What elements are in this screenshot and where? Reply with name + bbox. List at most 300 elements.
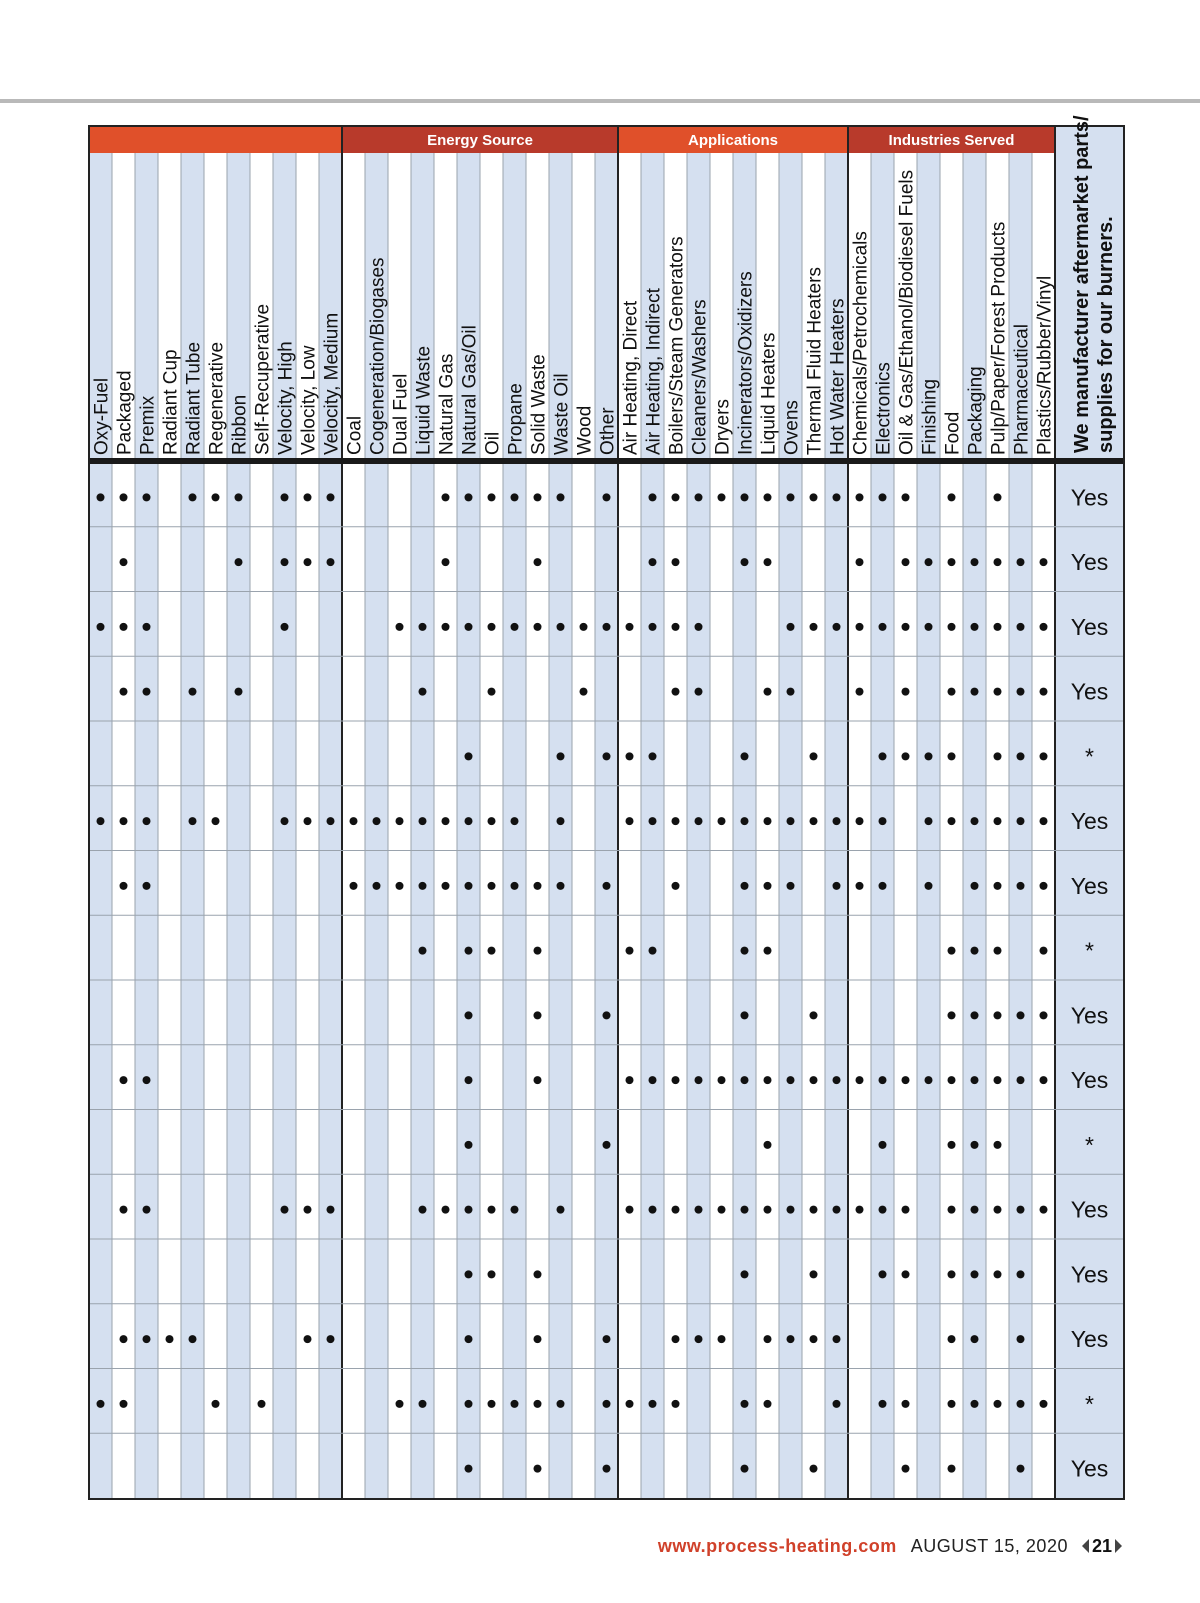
- column-label: Boilers/Steam Generators: [666, 236, 688, 455]
- dot-marker: [994, 1400, 1002, 1408]
- dot-marker: [235, 688, 243, 696]
- dot-marker: [235, 558, 243, 566]
- dot-marker: [764, 1206, 772, 1214]
- dot-marker: [948, 558, 956, 566]
- column-label: Liquid Waste: [413, 345, 435, 455]
- dot-marker: [856, 688, 864, 696]
- dot-marker: [511, 623, 519, 631]
- dot-marker: [97, 623, 105, 631]
- dot-marker: [902, 1076, 910, 1084]
- dot-marker: [557, 493, 565, 501]
- dot-marker: [649, 1400, 657, 1408]
- dot-marker: [810, 817, 818, 825]
- dot-marker: [465, 1076, 473, 1084]
- dot-marker: [304, 817, 312, 825]
- dot-marker: [879, 1141, 887, 1149]
- dot-marker: [672, 1206, 680, 1214]
- dot-marker: [902, 752, 910, 760]
- dot-marker: [419, 688, 427, 696]
- dot-marker: [189, 493, 197, 501]
- dot-marker: [327, 1335, 335, 1343]
- dot-marker: [672, 558, 680, 566]
- dot-marker: [879, 1270, 887, 1278]
- dot-marker: [419, 947, 427, 955]
- dot-marker: [258, 1400, 266, 1408]
- dot-marker: [741, 1076, 749, 1084]
- dot-marker: [235, 493, 243, 501]
- dot-marker: [442, 558, 450, 566]
- column-stripe: [503, 153, 526, 1499]
- dot-marker: [971, 1141, 979, 1149]
- dot-marker: [557, 882, 565, 890]
- dot-marker: [488, 493, 496, 501]
- dot-marker: [833, 493, 841, 501]
- dot-marker: [695, 1076, 703, 1084]
- dot-marker: [373, 817, 381, 825]
- dot-marker: [971, 1011, 979, 1019]
- column-label: Oxy-Fuel: [91, 377, 113, 455]
- dot-marker: [810, 1206, 818, 1214]
- column-label: Regenerative: [206, 341, 228, 455]
- dot-marker: [396, 882, 404, 890]
- dot-marker: [327, 817, 335, 825]
- dot-marker: [419, 882, 427, 890]
- aftermarket-value: *: [1085, 937, 1094, 964]
- column-label: Chemicals/Petrochemicals: [850, 231, 872, 455]
- dot-marker: [1040, 1400, 1048, 1408]
- dot-marker: [327, 558, 335, 566]
- column-label: Thermal Fluid Heaters: [804, 267, 826, 455]
- dot-marker: [649, 752, 657, 760]
- dot-marker: [764, 493, 772, 501]
- dot-marker: [1040, 1206, 1048, 1214]
- column-stripe: [227, 153, 250, 1499]
- dot-marker: [810, 1335, 818, 1343]
- dot-marker: [833, 817, 841, 825]
- aftermarket-value: Yes: [1070, 872, 1109, 899]
- dot-marker: [143, 1206, 151, 1214]
- dot-marker: [994, 1076, 1002, 1084]
- dot-marker: [419, 1400, 427, 1408]
- dot-marker: [902, 558, 910, 566]
- column-label: Natural Gas/Oil: [459, 325, 481, 455]
- dot-marker: [281, 558, 289, 566]
- dot-marker: [741, 882, 749, 890]
- dot-marker: [120, 882, 128, 890]
- dot-marker: [649, 817, 657, 825]
- column-stripe: [779, 153, 802, 1499]
- dot-marker: [902, 1400, 910, 1408]
- dot-marker: [603, 1335, 611, 1343]
- dot-marker: [971, 817, 979, 825]
- dot-marker: [856, 558, 864, 566]
- dot-marker: [143, 882, 151, 890]
- aftermarket-value: Yes: [1070, 613, 1109, 640]
- dot-marker: [626, 817, 634, 825]
- dot-marker: [534, 1465, 542, 1473]
- dot-marker: [994, 1011, 1002, 1019]
- dot-marker: [971, 558, 979, 566]
- aftermarket-value: Yes: [1070, 808, 1109, 835]
- dot-marker: [511, 493, 519, 501]
- dot-marker: [695, 623, 703, 631]
- dot-marker: [902, 688, 910, 696]
- dot-marker: [465, 1206, 473, 1214]
- dot-marker: [557, 752, 565, 760]
- dot-marker: [764, 947, 772, 955]
- dot-marker: [787, 817, 795, 825]
- dot-marker: [764, 1141, 772, 1149]
- dot-marker: [971, 1335, 979, 1343]
- dot-marker: [626, 1206, 634, 1214]
- dot-marker: [695, 817, 703, 825]
- dot-marker: [488, 882, 496, 890]
- dot-marker: [833, 882, 841, 890]
- dot-marker: [994, 493, 1002, 501]
- dot-marker: [833, 1400, 841, 1408]
- dot-marker: [948, 752, 956, 760]
- column-label: Velocity, Low: [298, 345, 320, 455]
- dot-marker: [626, 623, 634, 631]
- dot-marker: [465, 1270, 473, 1278]
- dot-marker: [1017, 1465, 1025, 1473]
- page-footer: [658, 1532, 1122, 1560]
- dot-marker: [948, 1076, 956, 1084]
- dot-marker: [1040, 1076, 1048, 1084]
- column-label: Dryers: [712, 399, 734, 455]
- dot-marker: [465, 1465, 473, 1473]
- dot-marker: [971, 688, 979, 696]
- dot-marker: [120, 1400, 128, 1408]
- column-label: Solid Waste: [528, 354, 550, 455]
- left-arrow-icon: [1082, 1539, 1089, 1553]
- dot-marker: [994, 817, 1002, 825]
- column-stripe: [917, 153, 940, 1499]
- aftermarket-value: Yes: [1070, 1326, 1109, 1353]
- dot-marker: [971, 882, 979, 890]
- aftermarket-value: *: [1085, 1131, 1094, 1158]
- dot-marker: [557, 1206, 565, 1214]
- column-stripe: [135, 153, 158, 1499]
- column-label: Plastics/Rubber/Vinyl: [1034, 275, 1056, 455]
- dot-marker: [695, 1206, 703, 1214]
- dot-marker: [327, 1206, 335, 1214]
- dot-marker: [879, 623, 887, 631]
- dot-marker: [718, 493, 726, 501]
- dot-marker: [925, 882, 933, 890]
- dot-marker: [856, 493, 864, 501]
- column-label: Velocity, High: [275, 341, 297, 455]
- dot-marker: [902, 1270, 910, 1278]
- dot-marker: [971, 1076, 979, 1084]
- dot-marker: [511, 817, 519, 825]
- dot-marker: [764, 1400, 772, 1408]
- dot-marker: [603, 1141, 611, 1149]
- dot-marker: [143, 817, 151, 825]
- header-rule: [89, 458, 1124, 464]
- dot-marker: [764, 1076, 772, 1084]
- dot-marker: [948, 1335, 956, 1343]
- dot-marker: [948, 1141, 956, 1149]
- dot-marker: [396, 817, 404, 825]
- dot-marker: [925, 817, 933, 825]
- dot-marker: [994, 752, 1002, 760]
- dot-marker: [534, 1400, 542, 1408]
- dot-marker: [994, 558, 1002, 566]
- group-header-label: Industries Served: [888, 132, 1015, 149]
- dot-marker: [465, 1011, 473, 1019]
- dot-marker: [948, 1011, 956, 1019]
- dot-marker: [1017, 688, 1025, 696]
- dot-marker: [603, 1400, 611, 1408]
- dot-marker: [649, 493, 657, 501]
- dot-marker: [902, 623, 910, 631]
- dot-marker: [948, 817, 956, 825]
- dot-marker: [948, 947, 956, 955]
- dot-marker: [741, 1011, 749, 1019]
- dot-marker: [718, 817, 726, 825]
- column-stripe: [549, 153, 572, 1499]
- dot-marker: [120, 817, 128, 825]
- dot-marker: [120, 1335, 128, 1343]
- dot-marker: [488, 688, 496, 696]
- dot-marker: [166, 1335, 174, 1343]
- dot-marker: [189, 1335, 197, 1343]
- dot-marker: [787, 882, 795, 890]
- dot-marker: [580, 623, 588, 631]
- dot-marker: [902, 493, 910, 501]
- dot-marker: [511, 1400, 519, 1408]
- dot-marker: [879, 752, 887, 760]
- dot-marker: [787, 688, 795, 696]
- column-label: Other: [597, 407, 619, 455]
- dot-marker: [304, 1335, 312, 1343]
- dot-marker: [442, 817, 450, 825]
- dot-marker: [741, 1465, 749, 1473]
- column-label: Electronics: [873, 362, 895, 455]
- dot-marker: [833, 1335, 841, 1343]
- dot-marker: [695, 1335, 703, 1343]
- aftermarket-value: *: [1085, 743, 1094, 770]
- dot-marker: [672, 1400, 680, 1408]
- dot-marker: [557, 817, 565, 825]
- dot-marker: [465, 1400, 473, 1408]
- aftermarket-value: Yes: [1070, 484, 1109, 511]
- dot-marker: [143, 688, 151, 696]
- dot-marker: [948, 1400, 956, 1408]
- column-label: Propane: [505, 383, 527, 455]
- column-label: Cogeneration/Biogases: [367, 257, 389, 455]
- dot-marker: [534, 558, 542, 566]
- dot-marker: [488, 817, 496, 825]
- dot-marker: [764, 558, 772, 566]
- dot-marker: [120, 1206, 128, 1214]
- dot-marker: [672, 1335, 680, 1343]
- dot-marker: [626, 752, 634, 760]
- footer-url: www.process-heating.com: [657, 1535, 897, 1556]
- dot-marker: [534, 493, 542, 501]
- column-label: Cleaners/Washers: [689, 299, 711, 455]
- last-column-label: supplies for our burners.: [1095, 216, 1117, 453]
- column-label: Radiant Tube: [183, 341, 205, 455]
- dot-marker: [994, 688, 1002, 696]
- dot-marker: [373, 882, 381, 890]
- dot-marker: [465, 1141, 473, 1149]
- dot-marker: [741, 1400, 749, 1408]
- column-label: Packaging: [965, 366, 987, 455]
- dot-marker: [741, 493, 749, 501]
- dot-marker: [925, 558, 933, 566]
- dot-marker: [97, 1400, 105, 1408]
- dot-marker: [603, 623, 611, 631]
- dot-marker: [810, 752, 818, 760]
- dot-marker: [994, 1206, 1002, 1214]
- dot-marker: [856, 1076, 864, 1084]
- dot-marker: [810, 623, 818, 631]
- dot-marker: [925, 623, 933, 631]
- dot-marker: [649, 623, 657, 631]
- dot-marker: [419, 1206, 427, 1214]
- dot-marker: [764, 688, 772, 696]
- dot-marker: [672, 688, 680, 696]
- dot-marker: [534, 1076, 542, 1084]
- column-label: Air Heating, Indirect: [643, 288, 665, 455]
- dot-marker: [143, 1076, 151, 1084]
- dot-marker: [281, 1206, 289, 1214]
- dot-marker: [419, 623, 427, 631]
- dot-marker: [902, 1206, 910, 1214]
- dot-marker: [626, 1076, 634, 1084]
- dot-marker: [488, 1206, 496, 1214]
- dot-marker: [626, 1400, 634, 1408]
- dot-marker: [718, 1206, 726, 1214]
- column-label: Oil: [482, 431, 504, 455]
- dot-marker: [465, 817, 473, 825]
- dot-marker: [695, 493, 703, 501]
- dot-marker: [856, 1206, 864, 1214]
- dot-marker: [856, 882, 864, 890]
- dot-marker: [833, 623, 841, 631]
- dot-marker: [672, 882, 680, 890]
- dot-marker: [810, 1465, 818, 1473]
- dot-marker: [419, 817, 427, 825]
- dot-marker: [695, 688, 703, 696]
- dot-marker: [718, 1076, 726, 1084]
- dot-marker: [948, 1465, 956, 1473]
- dot-marker: [603, 1011, 611, 1019]
- dot-marker: [1017, 558, 1025, 566]
- dot-marker: [810, 1011, 818, 1019]
- dot-marker: [534, 1270, 542, 1278]
- dot-marker: [304, 1206, 312, 1214]
- dot-marker: [879, 817, 887, 825]
- column-label: Oil & Gas/Ethanol/Biodiesel Fuels: [896, 169, 918, 455]
- dot-marker: [281, 623, 289, 631]
- dot-marker: [488, 1400, 496, 1408]
- dot-marker: [1017, 817, 1025, 825]
- dot-marker: [212, 817, 220, 825]
- dot-marker: [465, 752, 473, 760]
- dot-marker: [856, 817, 864, 825]
- dot-marker: [971, 1400, 979, 1408]
- column-stripe: [871, 153, 894, 1499]
- dot-marker: [557, 623, 565, 631]
- column-label: Packaged: [114, 370, 136, 455]
- dot-marker: [143, 1335, 151, 1343]
- dot-marker: [1040, 1011, 1048, 1019]
- dot-marker: [626, 947, 634, 955]
- dot-marker: [304, 493, 312, 501]
- dot-marker: [465, 1335, 473, 1343]
- dot-marker: [741, 1270, 749, 1278]
- dot-marker: [534, 1011, 542, 1019]
- dot-marker: [1017, 1206, 1025, 1214]
- dot-marker: [971, 1270, 979, 1278]
- dot-marker: [1040, 752, 1048, 760]
- dot-marker: [189, 688, 197, 696]
- aftermarket-value: *: [1085, 1390, 1094, 1417]
- dot-marker: [511, 882, 519, 890]
- column-label: Pulp/Paper/Forest Products: [988, 221, 1010, 455]
- dot-marker: [603, 752, 611, 760]
- dot-marker: [764, 817, 772, 825]
- dot-marker: [442, 493, 450, 501]
- dot-marker: [787, 623, 795, 631]
- column-label: Natural Gas: [436, 353, 458, 455]
- dot-marker: [534, 623, 542, 631]
- dot-marker: [442, 882, 450, 890]
- dot-marker: [1017, 1011, 1025, 1019]
- dot-marker: [534, 947, 542, 955]
- page-number-text: 21: [1091, 1535, 1112, 1556]
- column-label: Liquid Heaters: [758, 332, 780, 455]
- column-label: Air Heating, Direct: [620, 300, 642, 455]
- dot-marker: [534, 1335, 542, 1343]
- dot-marker: [879, 882, 887, 890]
- dot-marker: [672, 493, 680, 501]
- dot-marker: [120, 688, 128, 696]
- dot-marker: [672, 817, 680, 825]
- dot-marker: [1017, 752, 1025, 760]
- column-stripe: [595, 153, 618, 1499]
- dot-marker: [1017, 882, 1025, 890]
- dot-marker: [856, 623, 864, 631]
- dot-marker: [442, 623, 450, 631]
- dot-marker: [810, 493, 818, 501]
- dot-marker: [741, 947, 749, 955]
- dot-marker: [488, 1270, 496, 1278]
- dot-marker: [948, 623, 956, 631]
- dot-marker: [603, 493, 611, 501]
- dot-marker: [810, 1076, 818, 1084]
- dot-marker: [511, 1206, 519, 1214]
- dot-marker: [488, 623, 496, 631]
- dot-marker: [603, 882, 611, 890]
- dot-marker: [971, 947, 979, 955]
- column-label: Finishing: [919, 378, 941, 455]
- dot-marker: [810, 1270, 818, 1278]
- dot-marker: [925, 1076, 933, 1084]
- column-label: Ovens: [781, 400, 803, 455]
- dot-marker: [833, 1076, 841, 1084]
- dot-marker: [580, 688, 588, 696]
- dot-marker: [925, 752, 933, 760]
- dot-marker: [948, 1206, 956, 1214]
- dot-marker: [1017, 1076, 1025, 1084]
- column-label: Velocity, Medium: [321, 312, 343, 455]
- dot-marker: [1040, 882, 1048, 890]
- dot-marker: [994, 947, 1002, 955]
